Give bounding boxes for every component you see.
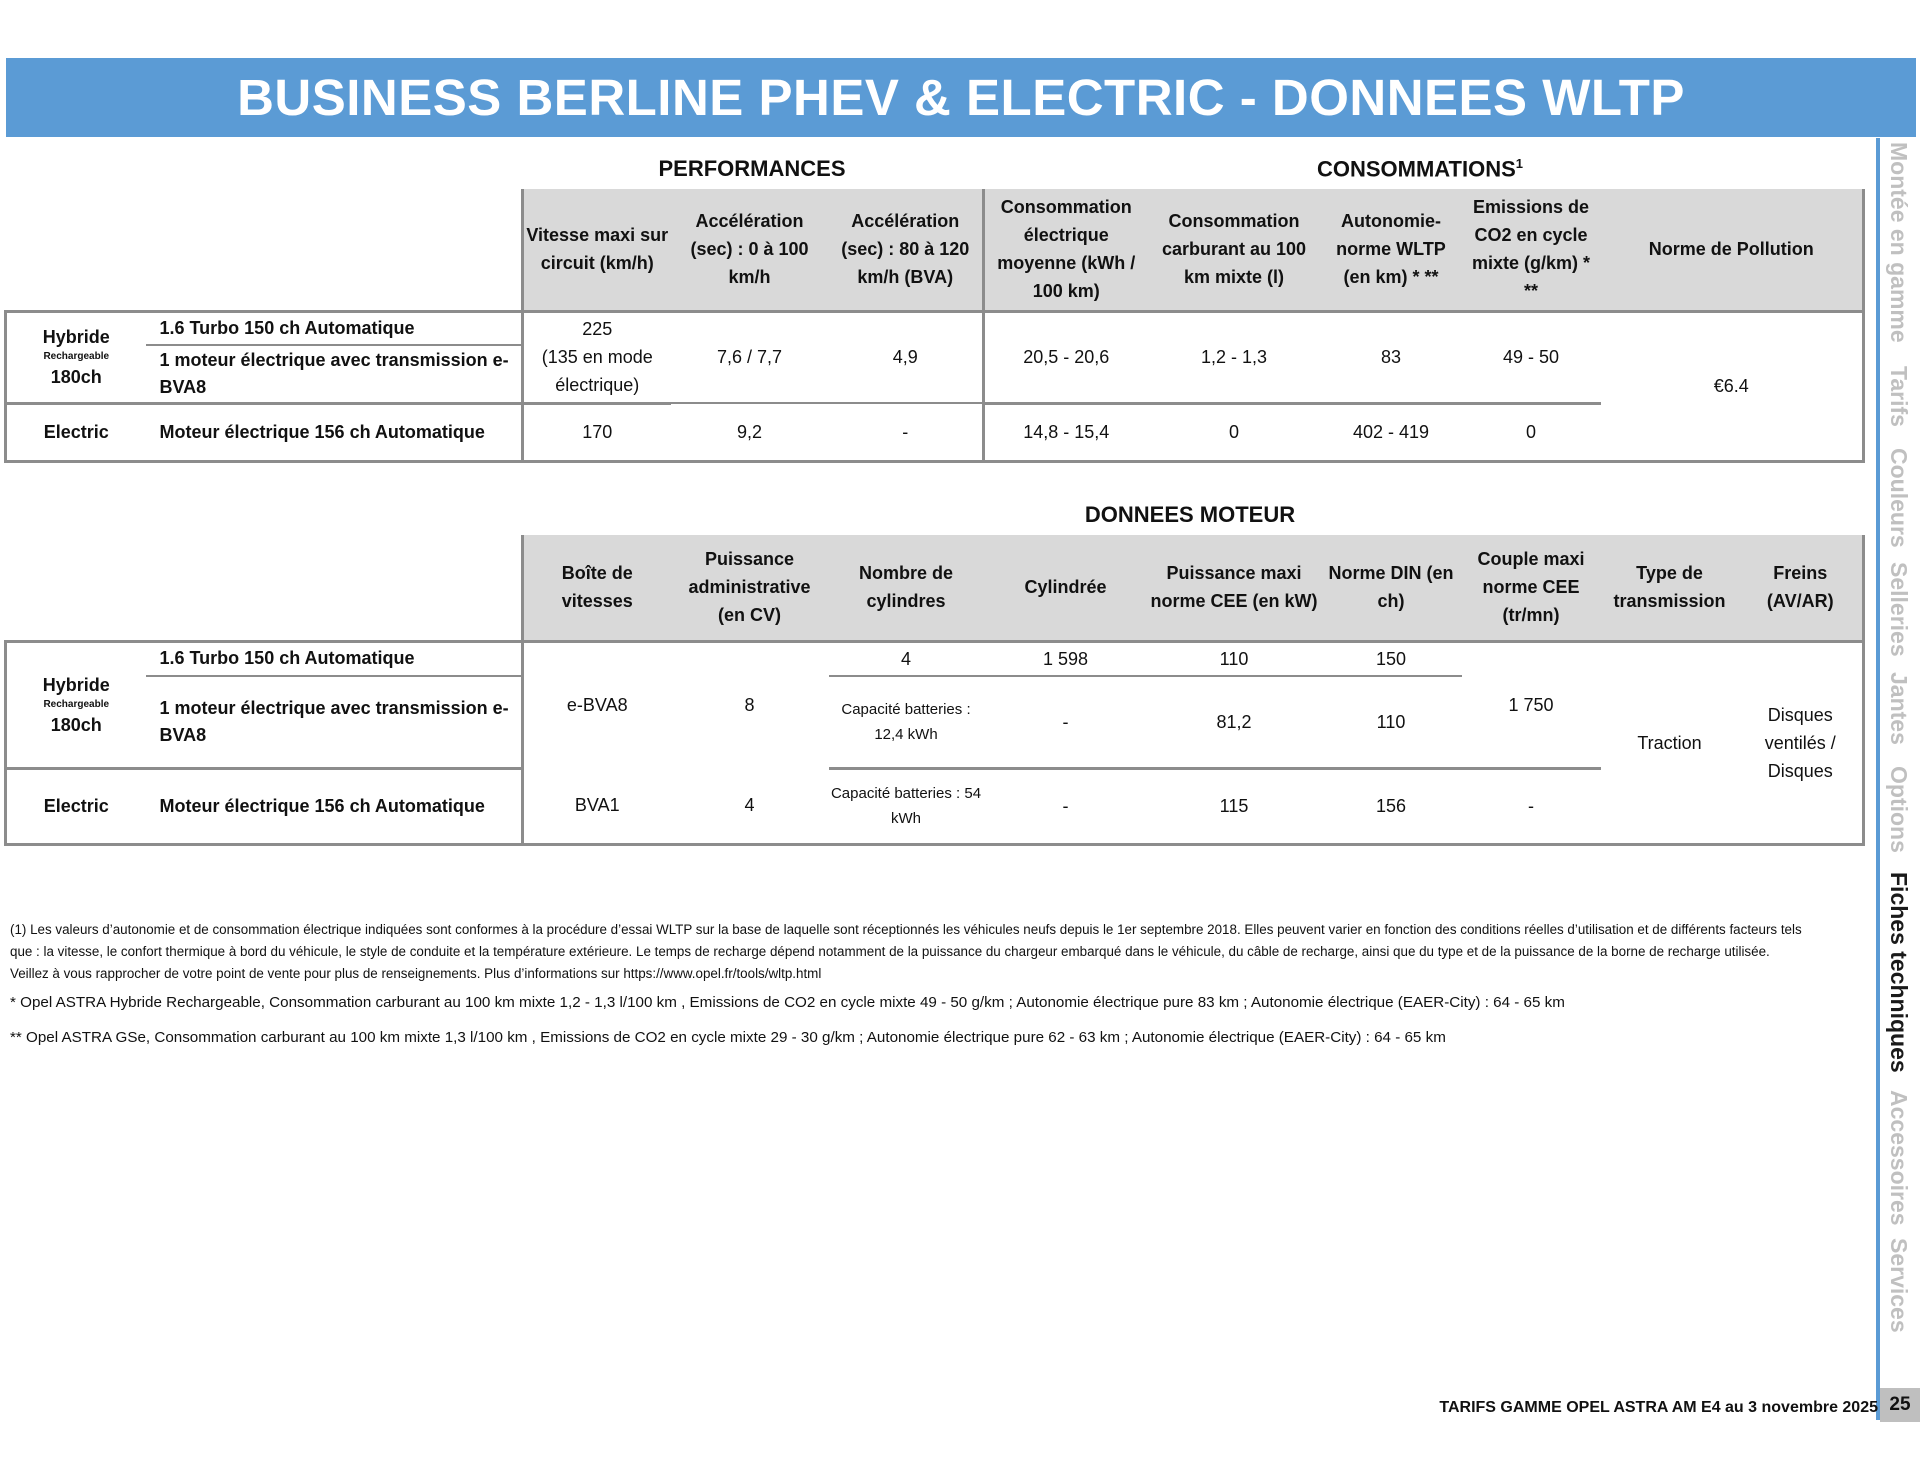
header-spacer	[6, 189, 523, 311]
cell-capacite-electric: Capacité batteries : 54 kWh	[829, 768, 984, 844]
cell-conso-carb-hybride: 1,2 - 1,3	[1148, 311, 1321, 403]
cell-puissance-admin-hybride: 8	[671, 641, 829, 768]
header-type-transmission: Type de transmission	[1601, 535, 1739, 641]
cell-puissance-kw-hybride-motor: 81,2	[1148, 676, 1321, 768]
header-couple-maxi: Couple maxi norme CEE (tr/mn)	[1462, 535, 1601, 641]
section-title-consommations	[1220, 156, 1620, 182]
cell-couple-electric: -	[1462, 768, 1601, 844]
page-number: 25	[1880, 1388, 1920, 1422]
cell-accel-80-120-hybride: 4,9	[829, 311, 984, 403]
cell-accel-80-120-electric: -	[829, 403, 984, 461]
header-consommation-electrique: Consommation électrique moyenne (kWh / 100 km)	[984, 189, 1148, 311]
model-hybride-motor: 1 moteur électrique avec transmission e-BVA8	[146, 345, 523, 403]
performance-table	[4, 189, 1865, 463]
model-hybride-engine-2: 1.6 Turbo 150 ch Automatique	[146, 641, 523, 676]
nav-couleurs[interactable]: Couleurs	[1886, 448, 1912, 548]
cell-couple-hybride: 1 750	[1462, 641, 1601, 768]
cell-freins: Disques ventilés / Disques	[1739, 641, 1864, 844]
header-puissance-administrative: Puissance administrative (en CV)	[671, 535, 829, 641]
header-consommation-carburant: Consommation carburant au 100 km mixte (l)	[1148, 189, 1321, 311]
footnote-star: * Opel ASTRA Hybride Rechargeable, Consommation carburant au 100 km mixte 1,2 - 1,3 l/100 km , Emissions de CO2 en cycle mixte 49 - 50 g/km ; Autonomie électrique pure 83 km ; Autonomie électrique (EAER-City) : 64 - 65 km	[10, 994, 1565, 1011]
page-title: BUSINESS BERLINE PHEV & ELECTRIC - DONNEES WLTP	[237, 69, 1685, 126]
cell-accel-0-100-hybride: 7,6 / 7,7	[671, 311, 829, 403]
cell-co2-hybride: 49 - 50	[1462, 311, 1601, 403]
header-puissance-maxi: Puissance maxi norme CEE (en kW)	[1148, 535, 1321, 641]
header-norme-din: Norme DIN (en ch)	[1321, 535, 1462, 641]
cell-conso-elec-electric: 14,8 - 15,4	[984, 403, 1148, 461]
cell-din-electric: 156	[1321, 768, 1462, 844]
cell-co2-electric: 0	[1462, 403, 1601, 461]
cell-puissance-kw-electric: 115	[1148, 768, 1321, 844]
header-spacer-2	[6, 535, 523, 641]
nav-services[interactable]: Services	[1886, 1238, 1912, 1333]
row-label-hybride	[6, 311, 146, 403]
header-boite-vitesses: Boîte de vitesses	[523, 535, 671, 641]
header-acceleration-0-100: Accélération (sec) : 0 à 100 km/h	[671, 189, 829, 311]
section-title-donnees-moteur: DONNEES MOTEUR	[1084, 502, 1296, 527]
nav-montee-en-gamme[interactable]: Montée en gamme	[1886, 142, 1912, 343]
cell-boite-electric: BVA1	[523, 768, 671, 844]
cell-vitesse-hybride	[523, 311, 671, 403]
header-acceleration-80-120: Accélération (sec) : 80 à 120 km/h (BVA)	[829, 189, 984, 311]
header-nombre-cylindres: Nombre de cylindres	[829, 535, 984, 641]
cell-din-hybride-motor: 110	[1321, 676, 1462, 768]
cell-puissance-kw-hybride-engine: 110	[1148, 641, 1321, 676]
hybride-power: 180ch	[50, 367, 102, 387]
vitesse-hybride-note: (135 en mode électrique)	[541, 347, 653, 395]
header-freins: Freins (AV/AR)	[1739, 535, 1864, 641]
model-electric-2: Moteur électrique 156 ch Automatique	[146, 768, 523, 844]
hybride-label: Hybride	[42, 327, 110, 347]
cell-cylindree-electric: -	[984, 768, 1148, 844]
footnote-marker: 1	[1515, 156, 1524, 171]
cell-autonomie-electric: 402 - 419	[1321, 403, 1462, 461]
header-cylindree: Cylindrée	[984, 535, 1148, 641]
side-navigation	[1880, 142, 1920, 1342]
cell-puissance-admin-electric: 4	[671, 768, 829, 844]
cell-conso-elec-hybride: 20,5 - 20,6	[984, 311, 1148, 403]
cell-autonomie-hybride: 83	[1321, 311, 1462, 403]
model-hybride-engine: 1.6 Turbo 150 ch Automatique	[146, 311, 523, 345]
header-emissions-co2: Emissions de CO2 en cycle mixte (g/km) * **	[1462, 189, 1601, 311]
cell-transmission: Traction	[1601, 641, 1739, 844]
cell-cylindree-hybride-motor: -	[984, 676, 1148, 768]
footnote-1: (1) Les valeurs d’autonomie et de consommation électrique indiquées sont conformes à la procédure d’essai WLTP sur la base de laquelle sont réceptionnés les véhicules neufs depuis le 1er septembre 2018. Elles peuvent varier en fonction des conditions réelles d’utilisation et de différents facteurs tels que : la vitesse, le confort thermique à bord du véhicule, le style de conduite et la température extérieure. Le temps de recharge dépend notamment de la puissance du chargeur embarqué dans le véhicule, du câble de recharge, ainsi que du type et de la puissance de la borne de recharge utilisée. Veillez à vous rapprocher de votre point de vente pour plus de renseignements. Plus d’informations sur https://www.opel.fr/tools/wltp.html	[10, 922, 1802, 981]
cell-vitesse-electric: 170	[523, 403, 671, 461]
section-title-performances: PERFORMANCES	[658, 156, 846, 181]
header-norme-pollution: Norme de Pollution	[1601, 189, 1864, 311]
header-vitesse: Vitesse maxi sur circuit (km/h)	[523, 189, 671, 311]
hybride-label-2: Hybride	[42, 674, 110, 695]
cell-boite-hybride: e-BVA8	[523, 641, 671, 768]
rechargeable-label-2: Rechargeable	[43, 698, 110, 710]
rechargeable-label: Rechargeable	[43, 351, 110, 362]
consommations-label: CONSOMMATIONS	[1316, 156, 1516, 182]
row-label-electric: Electric	[6, 403, 146, 461]
row-label-electric-2: Electric	[6, 768, 146, 844]
nav-fiches-techniques[interactable]: Fiches techniques	[1886, 872, 1912, 1073]
page-footer: TARIFS GAMME OPEL ASTRA AM E4 au 3 novembre 2025	[1439, 1399, 1878, 1416]
footnote-double-star: ** Opel ASTRA GSe, Consommation carburant au 100 km mixte 1,3 l/100 km , Emissions de CO2 en cycle mixte 29 - 30 g/km ; Autonomie électrique pure 62 - 63 km ; Autonomie électrique (EAER-City) : 64 - 65 km	[10, 1029, 1446, 1046]
engine-table	[4, 535, 1865, 846]
nav-jantes[interactable]: Jantes	[1886, 672, 1912, 745]
cell-cylindree-hybride: 1 598	[984, 641, 1148, 676]
nav-accessoires[interactable]: Accessoires	[1886, 1090, 1912, 1226]
cell-accel-0-100-electric: 9,2	[671, 403, 829, 461]
nav-tarifs[interactable]: Tarifs	[1886, 366, 1912, 427]
header-autonomie: Autonomie-norme WLTP (en km) * **	[1321, 189, 1462, 311]
hybride-power-2: 180ch	[50, 714, 102, 735]
model-hybride-motor-2: 1 moteur électrique avec transmission e-BVA8	[146, 676, 523, 768]
vitesse-hybride-value: 225	[582, 319, 613, 339]
cell-capacite-hybride: Capacité batteries : 12,4 kWh	[829, 676, 984, 768]
cell-din-hybride-engine: 150	[1321, 641, 1462, 676]
model-electric: Moteur électrique 156 ch Automatique	[146, 403, 523, 461]
row-label-hybride-2	[6, 641, 146, 768]
cell-norme-pollution: €6.4	[1601, 311, 1864, 461]
cell-conso-carb-electric: 0	[1148, 403, 1321, 461]
cell-cylindres-hybride: 4	[829, 641, 984, 676]
nav-selleries[interactable]: Selleries	[1886, 562, 1912, 657]
nav-options[interactable]: Options	[1886, 766, 1912, 853]
